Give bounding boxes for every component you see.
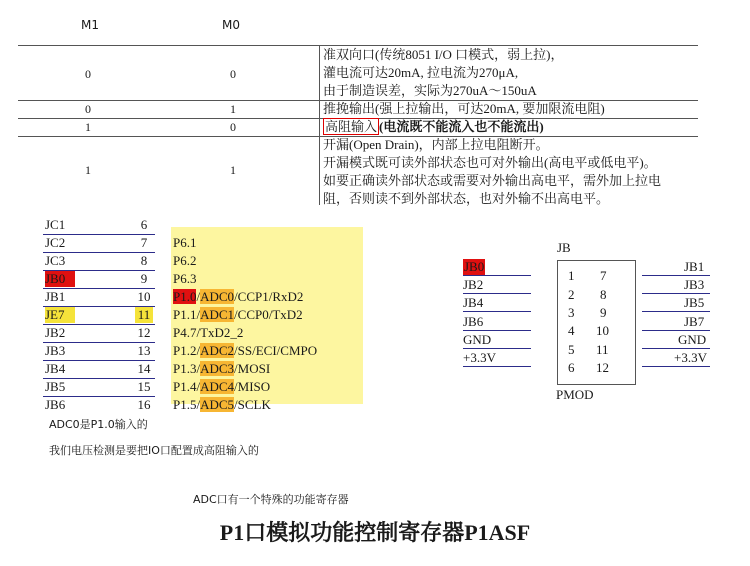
pmod-pin-number: 12: [596, 360, 609, 375]
desc-line: 由于制造误差，实际为270uA～150uA: [323, 83, 537, 98]
pin-number: 14: [137, 361, 151, 376]
note-high-impedance: 我们电压检测是要把IO口配置成高阻输入的: [49, 444, 259, 457]
pin-number: 15: [137, 379, 151, 394]
connector-label: JB2: [45, 325, 66, 340]
pin-number: 8: [140, 253, 148, 268]
pin-row: [43, 217, 363, 235]
pin-function-rest: /SCLK: [234, 397, 271, 412]
pin-p10-highlight: P1.0: [173, 289, 197, 304]
p1asf-heading: P1口模拟功能控制寄存器P1ASF: [219, 520, 531, 545]
pin-function: [173, 397, 271, 413]
desc-line: 开漏模式既可读外部状态也可对外输出(高电平或低电平)。: [323, 155, 657, 170]
note-special-register: ADC口有一个特殊的功能寄存器: [193, 493, 349, 506]
connector-label: JC3: [45, 253, 66, 268]
connector-label: JB1: [45, 289, 66, 304]
row3-m0: 1: [230, 163, 236, 177]
pmod-left-pin-label: JB2: [463, 277, 484, 292]
pin-function-part: P1.3/: [173, 361, 201, 376]
row0-m0: 0: [230, 67, 236, 81]
pin-number: 9: [140, 271, 148, 286]
pin-number: 13: [137, 343, 151, 358]
pin-row: [43, 379, 363, 397]
connector-label-highlighted: JE7: [45, 307, 75, 323]
pmod-left-pin-label: +3.3V: [463, 350, 496, 365]
pin-function-rest: /MISO: [234, 379, 271, 394]
pin-function: P4.7/TxD2_2: [173, 325, 244, 340]
pin-row: [43, 253, 363, 271]
connector-label: JB4: [45, 361, 66, 376]
pin-function-part: P1.4/: [173, 379, 201, 394]
pin-row: [43, 397, 363, 415]
pin-row: [43, 325, 363, 343]
pin-row: [43, 235, 363, 253]
pin-function: [173, 307, 303, 323]
adc-highlight: ADC0: [200, 289, 235, 304]
pmod-right-pin-label: JB5: [684, 295, 705, 310]
pmod-pin-number: 8: [600, 287, 607, 302]
pin-function-rest: /CCP1/RxD2: [234, 289, 304, 304]
adc-highlight: ADC4: [200, 379, 235, 394]
pin-row: [43, 343, 363, 361]
pmod-pin-number: 10: [596, 323, 609, 338]
connector-label: JB3: [45, 343, 66, 358]
desc-line: 准双向口(传统8051 I/O 口模式，弱上拉)，: [323, 47, 564, 62]
pmod-left-pin-label: GND: [463, 332, 492, 347]
pmod-pin-number: 2: [568, 287, 575, 302]
pmod-right-pin-label: JB7: [684, 314, 705, 329]
pin-function: [173, 361, 270, 377]
row3-m1: 1: [85, 163, 91, 177]
note-adc0: ADC0是P1.0输入的: [49, 418, 148, 431]
pmod-pin-number: 1: [568, 268, 575, 283]
row2-m0: 0: [230, 120, 236, 134]
pmod-pin-number: 3: [568, 305, 575, 320]
pmod-right-pin-label: +3.3V: [674, 350, 707, 365]
pin-row: [43, 361, 363, 379]
row1-m0: 1: [230, 102, 236, 116]
pin-function: [173, 379, 270, 395]
pmod-connector: [460, 240, 720, 400]
pin-number: 6: [140, 217, 148, 232]
pin-function-part: P1.5/: [173, 397, 201, 412]
pin-function-part: P1.1/: [173, 307, 201, 322]
pin-function-part: P1.2/: [173, 343, 201, 358]
row2-m1: 1: [85, 120, 91, 134]
connector-label: JC1: [45, 217, 66, 232]
pin-function: P6.1: [173, 235, 197, 250]
pin-function: P1.0/ADC0/CCP1/RxD2: [173, 289, 304, 304]
row1-desc: 推挽输出(强上拉输出，可达20mA, 要加限流电阻): [323, 101, 605, 116]
desc-line: 阻，否则读不到外部状态，也对外输不出高电平。: [323, 191, 610, 206]
pin-function: [173, 343, 317, 359]
pmod-footer: PMOD: [556, 387, 594, 402]
pin-row: [43, 307, 363, 325]
header-m1: M1: [81, 18, 99, 32]
pmod-title: JB: [557, 240, 571, 255]
pmod-pin-number: 7: [600, 268, 607, 283]
row1-m1: 0: [85, 102, 91, 116]
pin-number: 12: [137, 325, 151, 340]
row0-desc: [323, 46, 564, 100]
connector-label-highlighted: JB0: [45, 271, 75, 287]
pmod-right-pin-label: JB1: [684, 259, 705, 274]
pmod-right-pin-label: GND: [678, 332, 707, 347]
header-m0: M0: [222, 18, 240, 32]
adc-highlight: ADC3: [200, 361, 235, 376]
high-impedance-label: 高阻输入: [325, 119, 378, 134]
pmod-pin-number: 11: [596, 342, 609, 357]
pmod-pin-number: 5: [568, 342, 575, 357]
adc-highlight: ADC1: [200, 307, 235, 322]
high-impedance-note: (电流既不能流入也不能流出): [379, 119, 544, 134]
pin-number: 7: [140, 235, 148, 250]
pin-map: [43, 217, 363, 412]
pin-function-rest: /MOSI: [234, 361, 271, 376]
pin-number: 10: [137, 289, 151, 304]
pin-function-rest: /SS/ECI/CMPO: [234, 343, 318, 358]
connector-label: JB6: [45, 397, 66, 412]
pin-function-rest: /CCP0/TxD2: [234, 307, 303, 322]
connector-label: JB5: [45, 379, 66, 394]
pmod-pin-number: 4: [568, 323, 575, 338]
adc-highlight: ADC5: [200, 397, 235, 412]
pmod-pin-number: 6: [568, 360, 575, 375]
desc-line: 如要正确读外部状态或需要对外输出高电平，需外加上拉电: [323, 173, 662, 188]
row3-desc: [323, 136, 661, 208]
adc-highlight: ADC2: [200, 343, 235, 358]
pmod-right-pin-label: JB3: [684, 277, 705, 292]
pin-number-highlighted: 11: [135, 307, 153, 323]
desc-line: 开漏(Open Drain)，内部上拉电阻断开。: [323, 137, 549, 152]
pin-row: [43, 271, 363, 289]
pin-row: [43, 289, 363, 307]
pin-number: 16: [137, 397, 151, 412]
desc-line: 灌电流可达20mA, 拉电流为270μA,: [323, 65, 519, 80]
pmod-left-pin-label-highlighted: JB0: [464, 259, 485, 274]
pin-function: P6.2: [173, 253, 197, 268]
pmod-left-pin-label: JB6: [463, 314, 484, 329]
row2-desc: [323, 118, 544, 136]
connector-label: JC2: [45, 235, 66, 250]
pmod-left-pin-label: JB4: [463, 295, 484, 310]
pin-function: P6.3: [173, 271, 197, 286]
row0-m1: 0: [85, 67, 91, 81]
pmod-pin-number: 9: [600, 305, 607, 320]
